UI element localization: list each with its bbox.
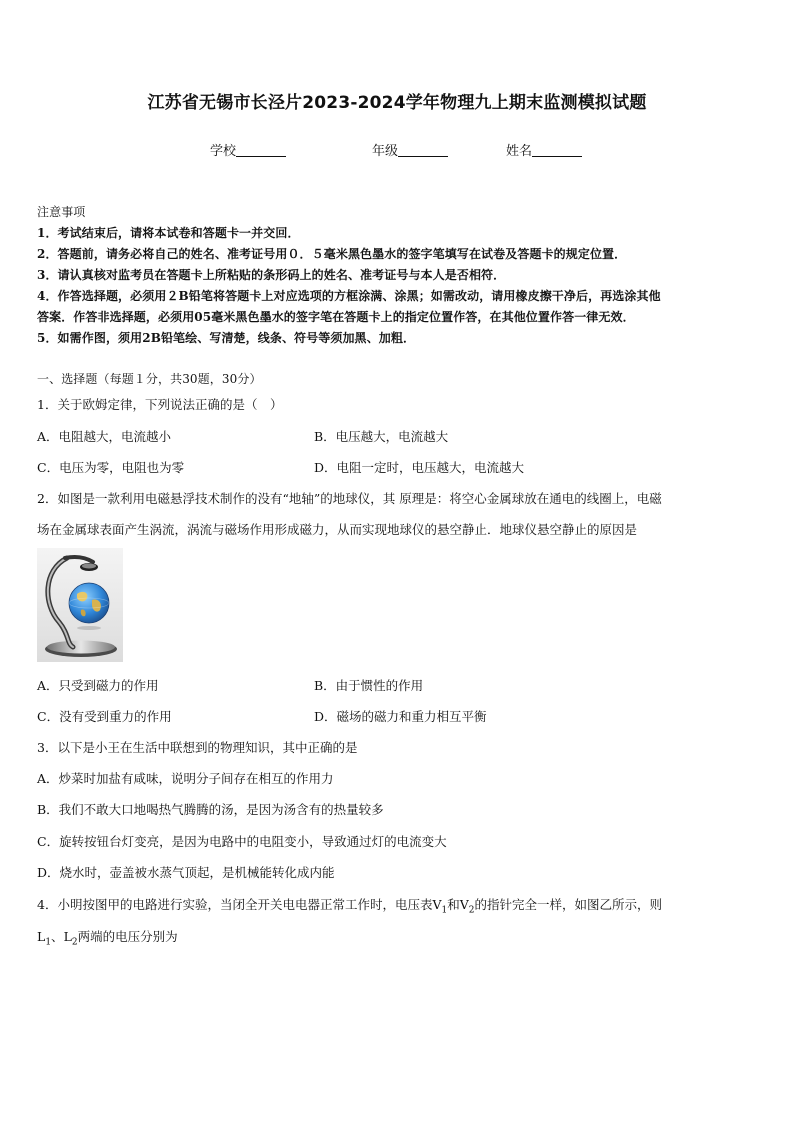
q4-l2: L	[63, 929, 72, 944]
q4-stem-part-c: 两端的电压分别为	[77, 929, 178, 944]
q4-l2-sub: 2	[71, 937, 78, 948]
q4-stem-part-a: 4．小明按图甲的电路进行实验，当闭全开关电电器正常工作时，电压表	[37, 897, 433, 912]
notice-item-5: 5．如需作图，须用2B铅笔绘、写清楚，线条、符号等须加黑、加粗．	[37, 331, 416, 345]
notice-item-1: 1．考试结束后，请将本试卷和答题卡一并交回．	[37, 226, 300, 240]
q2-stem-line2: 场在金属球表面产生涡流，涡流与磁场作用形成磁力，从而实现地球仪的悬空静止．地球仪悬空静止的原因是	[37, 522, 638, 537]
levitating-globe-illustration	[37, 548, 123, 662]
q3-stem: 3．以下是小王在生活中联想到的物理知识，其中正确的是	[37, 740, 358, 755]
q4-sep: 、	[51, 929, 64, 944]
grade-blank[interactable]	[398, 144, 448, 157]
notice-item-2: 2．答题前，请务必将自己的姓名、准考证号用０．５毫米黑色墨水的签字笔填写在试卷及答题卡的规定位置．	[37, 247, 627, 261]
q1-option-c: C．电压为零，电阻也为零	[37, 460, 185, 475]
q2-option-a: A．只受到磁力的作用	[37, 678, 159, 693]
q3-option-c: C．旋转按钮台灯变亮，是因为电路中的电阻变小，导致通过灯的电流变大	[37, 834, 447, 849]
exam-title: 江苏省无锡市长泾片2023-2024学年物理九上期末监测模拟试题	[147, 93, 647, 113]
notice-item-4-cont: 答案．作答非选择题，必须用05毫米黑色墨水的签字笔在答题卡上的指定位置作答，在其他位置作答一律无效．	[37, 310, 635, 324]
q4-and: 和	[447, 897, 460, 912]
q2-stem-line1: 2．如图是一款利用电磁悬浮技术制作的没有“地轴”的地球仪，其 原理是：将空心金属球放在通电的线圈上，电磁	[37, 491, 662, 506]
q1-option-b: B．电压越大，电流越大	[314, 429, 449, 444]
q4-l1-sub: 1	[45, 937, 52, 948]
q4-stem-part-b: 的指针完全一样，如图乙所示，则	[474, 897, 663, 912]
section-heading: 一、选择题（每题１分，共30题，30分）	[37, 372, 262, 386]
notice-item-4: 4．作答选择题，必须用２B铅笔将答题卡上对应选项的方框涂满、涂黑；如需改动，请用橡皮擦干净后，再选涂其他	[37, 289, 661, 303]
name-blank[interactable]	[532, 144, 582, 157]
q4-v2-sub: 2	[468, 905, 475, 916]
q1-option-a: A．电阻越大，电流越小	[37, 429, 172, 444]
q4-v2: V	[459, 897, 469, 912]
notice-heading: 注意事项	[37, 205, 86, 219]
name-label: 姓名	[506, 144, 533, 159]
q3-option-b: B．我们不敢大口地喝热气腾腾的汤，是因为汤含有的热量较多	[37, 802, 384, 817]
q2-option-c: C．没有受到重力的作用	[37, 709, 172, 724]
q3-option-a: A．炒菜时加盐有咸味，说明分子间存在相互的作用力	[37, 771, 334, 786]
q4-stem-line2	[37, 927, 178, 948]
school-field[interactable]	[210, 140, 286, 159]
q1-option-d: D．电阻一定时，电压越大，电流越大	[314, 460, 525, 475]
q2-option-d: D．磁场的磁力和重力相互平衡	[314, 709, 487, 724]
school-label: 学校	[210, 144, 237, 159]
q4-v1-sub: 1	[441, 905, 448, 916]
notice-item-3: 3．请认真核对监考员在答题卡上所粘贴的条形码上的姓名、准考证号与本人是否相符．	[37, 268, 506, 282]
grade-label: 年级	[372, 144, 399, 159]
q4-v1: V	[432, 897, 442, 912]
q2-option-b: B．由于惯性的作用	[314, 678, 424, 693]
name-field[interactable]	[506, 140, 582, 159]
grade-field[interactable]	[372, 140, 448, 159]
q3-option-d: D．烧水时，壶盖被水蒸气顶起，是机械能转化成内能	[37, 865, 335, 880]
school-blank[interactable]	[236, 144, 286, 157]
q4-stem-line1	[37, 895, 662, 916]
q4-l1: L	[37, 929, 46, 944]
q1-stem: 1．关于欧姆定律，下列说法正确的是（ ）	[37, 397, 283, 412]
